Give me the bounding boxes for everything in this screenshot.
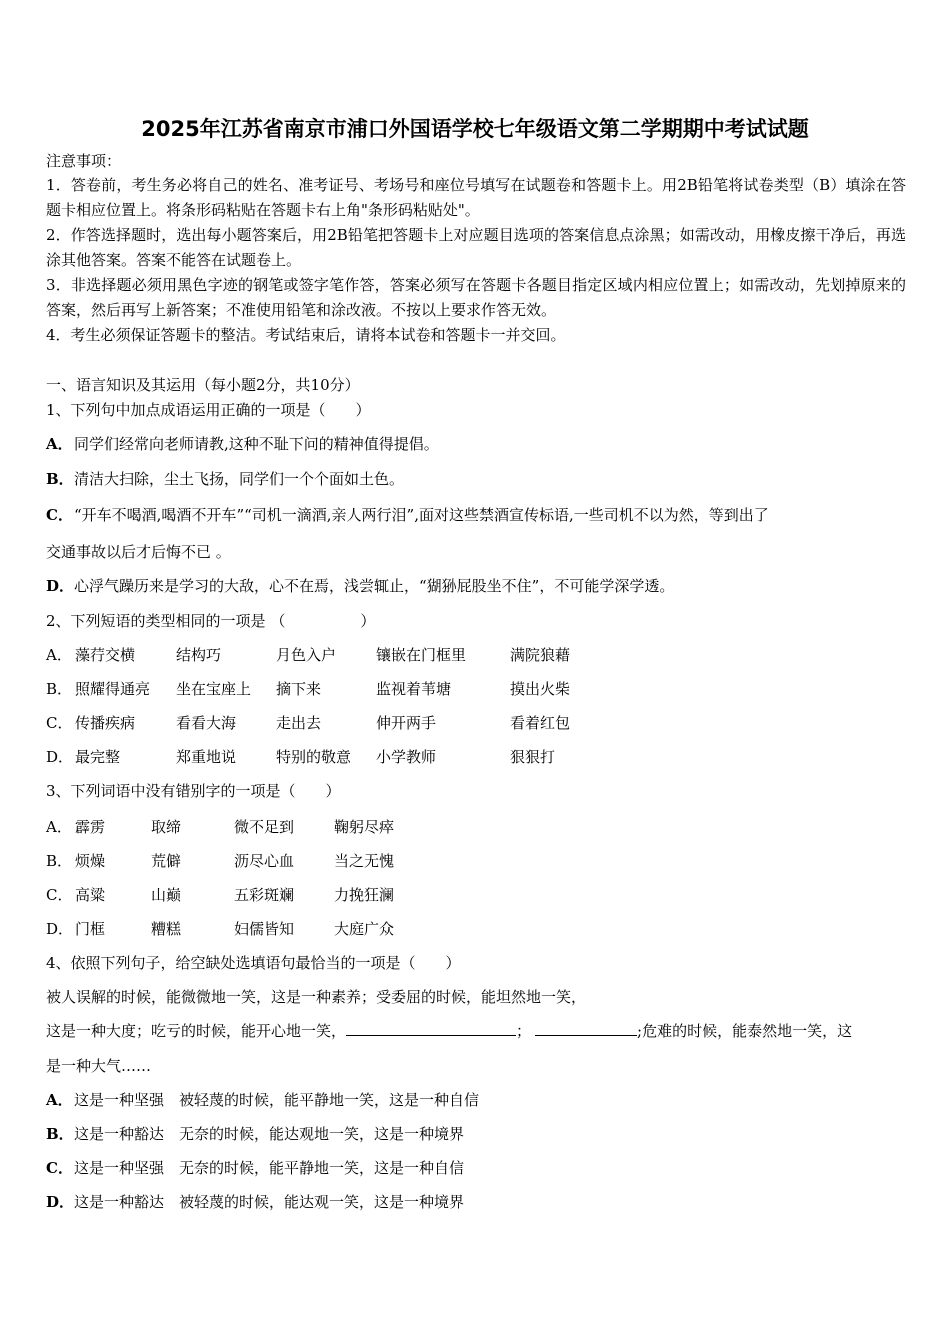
q3-row-d-item: 大庭广众 [334, 920, 395, 938]
q2-row-c-item: 伸开两手 [376, 714, 437, 732]
option-letter: B． [46, 1125, 74, 1143]
q2-row-c-item: 传播疾病 [75, 714, 136, 732]
q2-row-c-item: 看着红包 [510, 714, 571, 732]
notice-item-2: 2．作答选择题时，选出每小题答案后，用2B铅笔把答题卡上对应题目选项的答案信息点涂黑；如需改动，用橡皮擦干净后，再选涂其他答案。答案不能答在试题卷上。 [46, 226, 906, 269]
q3-row-d-letter: D． [46, 920, 74, 938]
q1-option-b [46, 470, 404, 488]
option-letter: C． [46, 506, 73, 524]
q2-row-d-letter: D． [46, 748, 74, 766]
q2-row-d-item: 最完整 [75, 748, 121, 766]
option-letter: B． [46, 470, 74, 488]
q2-row-d-item: 郑重地说 [176, 748, 237, 766]
option-text: 这是一种坚强 无奈的时候，能平静地一笑，这是一种自信 [74, 1159, 465, 1177]
q4-option-c [46, 1159, 464, 1177]
notice-item-1: 1．答卷前，考生务必将自己的姓名、准考证号、考场号和座位号填写在试题卷和答题卡上。用2B铅笔将试卷类型（B）填涂在答题卡相应位置上。将条形码粘贴在答题卡右上角"条形码粘贴处"。 [46, 176, 906, 219]
q3-row-b-letter: B． [46, 852, 73, 870]
q2-row-a-item: 月色入户 [276, 646, 337, 664]
q1-stem: 1、下列句中加点成语运用正确的一项是（ ） [46, 401, 371, 419]
option-text: 清洁大扫除，尘土飞扬，同学们一个个面如土色。 [74, 470, 405, 488]
q2-row-c-letter: C． [46, 714, 73, 732]
q2-row-a-item: 藻荇交横 [75, 646, 136, 664]
q3-row-c-letter: C． [46, 886, 73, 904]
q3-row-a-letter: A． [46, 818, 72, 836]
q2-row-a-item: 镶嵌在门框里 [376, 646, 467, 664]
notice-heading: 注意事项： [46, 152, 122, 170]
option-text: 同学们经常向老师请教,这种不耻下问的精神值得提倡。 [74, 435, 439, 453]
option-letter: D． [46, 1193, 75, 1211]
q3-stem: 3、下列词语中没有错别字的一项是（ ） [46, 782, 341, 800]
q3-row-d-item: 妇儒皆知 [234, 920, 295, 938]
q3-row-d-item: 糟糕 [151, 920, 182, 938]
q1-option-c [46, 506, 769, 524]
option-letter: A． [46, 1091, 73, 1109]
q4-option-b [46, 1125, 464, 1143]
q4-passage-line-2 [46, 1021, 852, 1040]
q3-row-b-item: 烦燥 [75, 852, 106, 870]
q1-option-d [46, 577, 674, 595]
q3-row-a-item: 微不足到 [234, 818, 295, 836]
q2-row-c-item: 走出去 [276, 714, 322, 732]
q2-row-d-item: 特别的敬意 [276, 748, 352, 766]
q4-passage-text: ;危难的时候，能泰然地一笑，这 [637, 1022, 853, 1040]
option-text: “开车不喝酒,喝酒不开车”“司机一滴酒,亲人两行泪”,面对这些禁酒宣传标语,一些司机不以为然，等到出了 [74, 506, 769, 524]
q2-row-c-item: 看看大海 [176, 714, 237, 732]
q2-stem: 2、下列短语的类型相同的一项是 （ ） [46, 612, 376, 630]
fill-blank-1 [346, 1021, 516, 1036]
q3-row-c-item: 高粱 [75, 886, 106, 904]
option-text: 这是一种豁达 被轻蔑的时候，能达观一笑，这是一种境界 [74, 1193, 465, 1211]
q4-stem: 4、依照下列句子，给空缺处选填语句最恰当的一项是（ ） [46, 954, 461, 972]
q2-row-b-letter: B． [46, 680, 73, 698]
q2-row-d-item: 狠狠打 [510, 748, 556, 766]
section-heading: 一、语言知识及其运用（每小题2分，共10分） [46, 376, 360, 394]
q3-row-c-item: 力挽狂澜 [334, 886, 395, 904]
q1-option-c-cont: 交通事故以后才后悔不已 。 [46, 543, 231, 561]
q2-row-b-item: 坐在宝座上 [176, 680, 252, 698]
q3-row-b-item: 荒僻 [151, 852, 182, 870]
q2-row-b-item: 摘下来 [276, 680, 322, 698]
notice-item-4: 4．考生必须保证答题卡的整洁。考试结束后，请将本试卷和答题卡一并交回。 [46, 326, 566, 344]
q2-row-d-item: 小学教师 [376, 748, 437, 766]
q1-option-a [46, 435, 439, 453]
q4-passage-text: 这是一种大度；吃亏的时候，能开心地一笑， [46, 1022, 347, 1040]
page-title: 2025年江苏省南京市浦口外国语学校七年级语文第二学期期中考试试题 [141, 117, 809, 141]
q4-option-d [46, 1193, 464, 1211]
q2-row-a-item: 满院狼藉 [510, 646, 571, 664]
q3-row-c-item: 五彩斑斓 [234, 886, 295, 904]
q3-row-b-item: 沥尽心血 [234, 852, 295, 870]
q3-row-c-item: 山巅 [151, 886, 182, 904]
option-text: 这是一种坚强 被轻蔑的时候，能平静地一笑，这是一种自信 [74, 1091, 480, 1109]
q2-row-b-item: 摸出火柴 [510, 680, 571, 698]
q3-row-b-item: 当之无愧 [334, 852, 395, 870]
option-letter: D． [46, 577, 75, 595]
option-text: 这是一种豁达 无奈的时候，能达观地一笑，这是一种境界 [74, 1125, 465, 1143]
option-letter: C． [46, 1159, 73, 1177]
q2-row-b-item: 照耀得通亮 [75, 680, 151, 698]
option-text: 心浮气躁历来是学习的大敌，心不在焉，浅尝辄止，“猢狲屁股坐不住”，不可能学深学透。 [74, 577, 675, 595]
q4-passage-separator: ； [516, 1022, 532, 1040]
notice-item-3: 3．非选择题必须用黑色字迹的钢笔或签字笔作答，答案必须写在答题卡各题目指定区域内相应位置上；如需改动，先划掉原来的答案，然后再写上新答案；不准使用铅笔和涂改液。不按以上要求作答无效。 [46, 276, 906, 319]
q2-row-b-item: 监视着苇塘 [376, 680, 452, 698]
q4-passage-line-3: 是一种大气…… [46, 1057, 152, 1075]
q3-row-a-item: 霹雳 [75, 818, 106, 836]
q4-passage-line-1: 被人误解的时候，能微微地一笑，这是一种素养；受委屈的时候，能坦然地一笑， [46, 988, 587, 1006]
q3-row-a-item: 取缔 [151, 818, 182, 836]
q2-row-a-item: 结构巧 [176, 646, 222, 664]
q3-row-d-item: 门框 [75, 920, 106, 938]
q3-row-a-item: 鞠躬尽瘁 [334, 818, 395, 836]
q4-option-a [46, 1091, 479, 1109]
option-letter: A． [46, 435, 73, 453]
q2-row-a-letter: A． [46, 646, 72, 664]
fill-blank-2 [535, 1021, 637, 1036]
